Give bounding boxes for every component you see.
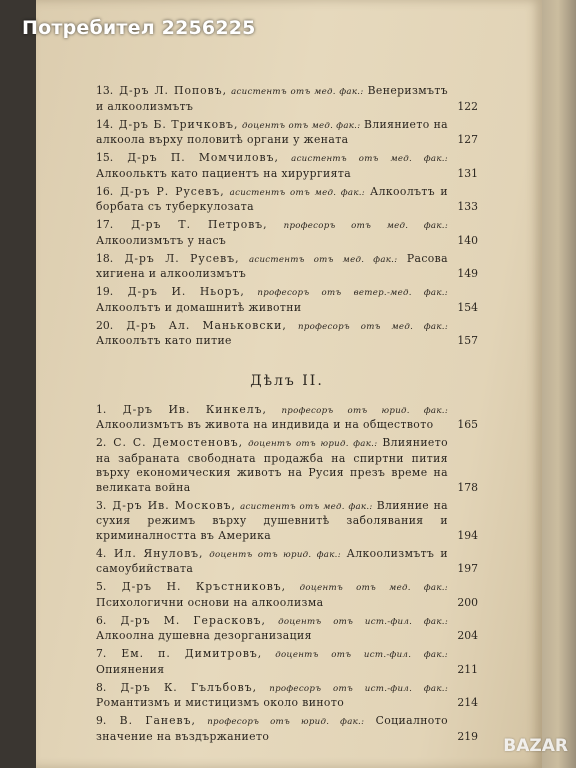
entry-role: професоръ отъ ист.-фил. фак.: — [269, 683, 449, 694]
toc-entry — [96, 84, 478, 114]
entry-number: 1. — [96, 402, 107, 416]
entry-number: 9. — [96, 714, 107, 727]
entry-number: 6. — [96, 613, 107, 627]
entry-number: 3. — [96, 498, 107, 512]
toc-entry — [96, 319, 478, 349]
entry-role: професоръ отъ юрид. фак.: — [207, 717, 365, 727]
entry-title: Влиянието на алкоола върху половитѣ органи у жената — [96, 117, 448, 146]
entry-title: Алкоолизмътъ у насъ — [96, 233, 227, 247]
entry-number: 5. — [96, 580, 107, 593]
entry-role: асистентъ отъ мед. фак.: — [229, 187, 365, 198]
entry-number: 8. — [96, 680, 107, 694]
entry-title: Алкоолътъ и домашнитѣ животни — [96, 300, 302, 314]
entry-author: Ем. п. Димитровъ, — [121, 647, 263, 660]
entry-title: Алкоолна душевна дезорганизация — [96, 629, 312, 642]
entry-role: доцентъ отъ мед. фак.: — [242, 120, 361, 131]
entry-author: Д-ръ Л. Русевъ, — [124, 251, 240, 265]
entry-author: Д-ръ Н. Кръстниковъ, — [121, 580, 287, 593]
entry-page-number: 214 — [457, 696, 478, 709]
toc-entry — [96, 218, 478, 248]
entry-role: асистентъ отъ мед. фак.: — [248, 254, 398, 265]
entry-role: доцентъ отъ ист.-фил. фак.: — [275, 650, 449, 660]
entry-page-number: 219 — [457, 729, 478, 743]
entry-author: Д-ръ М. Герасковъ, — [120, 613, 266, 627]
entry-number: 20. — [96, 318, 114, 332]
toc-entry — [96, 252, 478, 282]
entry-role: доцентъ отъ юрид. фак.: — [209, 549, 341, 560]
entry-title: Венеризмътъ и алкоолизмътъ — [96, 84, 449, 113]
toc-entry — [96, 714, 478, 744]
entry-title: Алкоолътъ като питие — [96, 334, 232, 347]
entry-number: 13. — [96, 84, 114, 97]
toc-entry — [96, 118, 478, 148]
entry-author: Д-ръ Ив. Московъ, — [112, 498, 236, 512]
entry-page-number: 122 — [457, 99, 478, 113]
entry-number: 19. — [96, 285, 114, 298]
entry-page-number: 211 — [457, 662, 478, 676]
entry-page-number: 154 — [457, 300, 478, 314]
entry-page-number: 165 — [457, 418, 478, 431]
section-heading: Дѣлъ II. — [250, 372, 324, 389]
entry-author: Д-ръ Ал. Маньковски, — [126, 318, 287, 332]
entry-number: 4. — [96, 546, 107, 560]
entry-role: професоръ отъ юрид. фак.: — [281, 405, 449, 416]
entry-page-number: 157 — [457, 334, 478, 347]
entry-author: Д-ръ Л. Поповъ, — [119, 84, 228, 97]
entry-number: 14. — [96, 117, 114, 131]
entry-author: Д-ръ Б. Тричковъ, — [118, 117, 239, 131]
toc-entry — [96, 681, 478, 711]
entry-title: Алкоолътъ и борбата съ туберкулозата — [96, 184, 449, 213]
entry-title: Романтизмъ и мистицизмъ около виното — [96, 696, 345, 709]
toc-entry — [96, 436, 478, 495]
entry-role: асистентъ отъ мед. фак.: — [240, 501, 373, 512]
entry-role: доцентъ отъ мед. фак.: — [299, 583, 449, 593]
entry-title: Социалното значение на въздържанието — [96, 714, 448, 743]
entry-author: Д-ръ И. Ньоръ, — [127, 285, 245, 298]
entry-role: асистентъ отъ мед. фак.: — [291, 154, 448, 164]
entry-page-number: 194 — [457, 528, 478, 542]
entry-page-number: 204 — [457, 629, 478, 642]
entry-number: 2. — [96, 436, 107, 449]
toc-entry — [96, 151, 478, 181]
entry-title: Влияние на сухия режимъ върху душевнитѣ заболявания и криминалността въ Америка — [96, 498, 449, 542]
toc-entry — [96, 185, 478, 215]
entry-author: Д-ръ П. Момчиловъ, — [127, 151, 279, 164]
toc-part-2 — [96, 403, 478, 745]
entry-page-number: 127 — [457, 133, 478, 146]
toc-part-1 — [96, 84, 478, 349]
toc-entry — [96, 614, 478, 644]
entry-role: професоръ отъ мед. фак.: — [283, 221, 449, 231]
entry-role: доцентъ отъ юрид. фак.: — [248, 439, 378, 449]
entry-page-number: 149 — [457, 267, 478, 280]
entry-role: професоръ отъ ветер.-мед. фак.: — [257, 288, 448, 298]
entry-title: Опиянения — [96, 662, 165, 676]
entry-author: Д-ръ Р. Русевъ, — [120, 184, 225, 198]
entry-title: Влиянието на забраната свободната продажба на спиртни пития върху економическия животъ на Русия презъ време на великата война — [96, 436, 448, 494]
table-of-contents — [96, 84, 478, 748]
toc-entry — [96, 580, 478, 610]
entry-number: 7. — [96, 647, 107, 660]
entry-author: Ил. Януловъ, — [114, 546, 204, 560]
entry-title: Алкоольктъ като пациентъ на хирургията — [96, 166, 352, 180]
entry-role: доцентъ отъ ист.-фил. фак.: — [278, 616, 449, 627]
toc-entry — [96, 547, 478, 577]
toc-entry — [96, 647, 478, 677]
toc-entry — [96, 285, 478, 315]
entry-author: В. Ганевъ, — [119, 714, 196, 727]
entry-page-number: 178 — [457, 480, 478, 494]
toc-entry — [96, 403, 478, 433]
entry-title: Расова хигиена и алкоолизмътъ — [96, 251, 448, 280]
entry-page-number: 200 — [457, 595, 478, 609]
entry-author: Д-ръ К. Гълъбовъ, — [120, 680, 258, 694]
entry-number: 16. — [96, 184, 114, 198]
entry-title: Алкоолизмътъ и самоубийствата — [96, 546, 449, 575]
entry-number: 18. — [96, 251, 114, 265]
entry-author: Д-ръ Ив. Кинкелъ, — [122, 402, 267, 416]
entry-number: 15. — [96, 151, 114, 164]
toc-entry — [96, 499, 478, 544]
entry-author: Д-ръ Т. Петровъ, — [131, 218, 268, 231]
bazar-logo: BAZAR — [503, 736, 568, 756]
entry-page-number: 140 — [457, 233, 478, 247]
entry-page-number: 133 — [457, 200, 478, 213]
entry-page-number: 131 — [457, 166, 478, 180]
entry-role: професоръ отъ мед. фак.: — [298, 321, 449, 332]
entry-author: С. С. Демостеновъ, — [113, 436, 244, 449]
user-watermark: Потребител 2256225 — [22, 17, 256, 39]
entry-role: асистентъ отъ мед. фак.: — [231, 87, 364, 97]
entry-page-number: 197 — [457, 562, 478, 575]
entry-number: 17. — [96, 218, 114, 231]
entry-title: Психологични основи на алкоолизма — [96, 595, 324, 609]
entry-title: Алкоолизмътъ въ живота на индивида и на обществото — [96, 418, 434, 431]
